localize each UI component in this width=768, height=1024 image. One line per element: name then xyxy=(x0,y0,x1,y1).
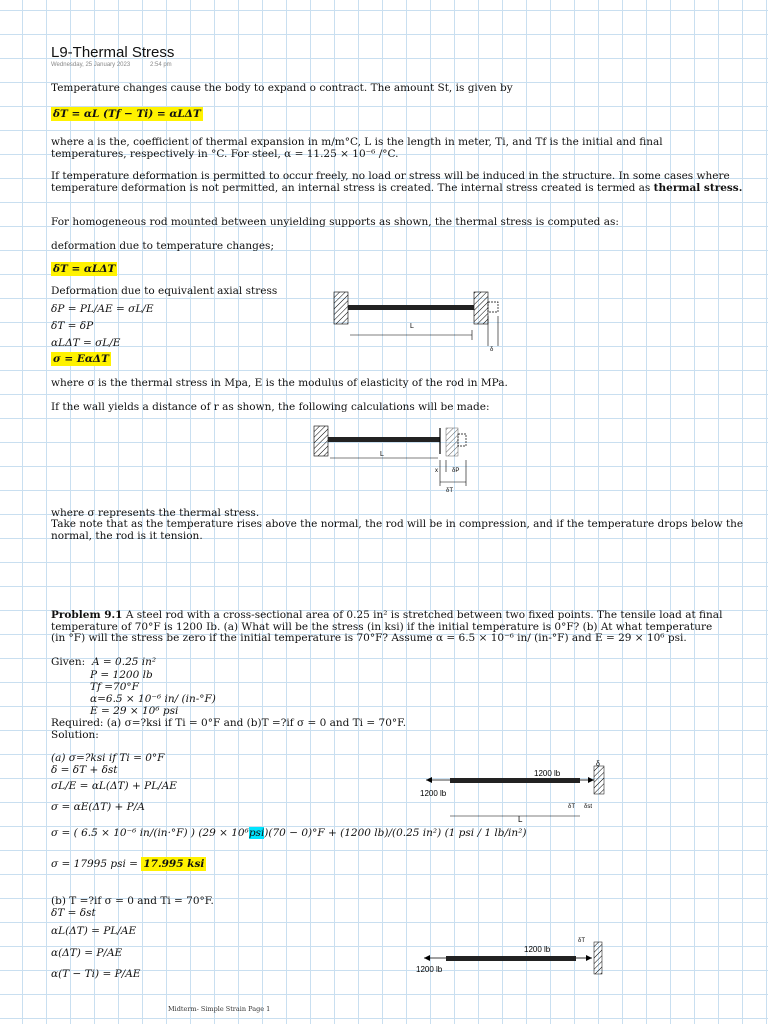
delta-label-2: δ xyxy=(596,761,600,768)
alpha-definition-1: where a is the, coefficient of thermal expansion in m/m°C, L is the length in meter, Ti, and Tf is the initial and final xyxy=(51,136,663,148)
load-right-label-2: 1200 lb xyxy=(524,945,551,954)
given-alpha: α=6.5 × 10⁻⁶ in/ (in-°F) xyxy=(90,693,216,705)
given-load: P = 1200 lb xyxy=(90,669,153,681)
equation-delta-t: δT = αLΔT xyxy=(53,263,116,275)
load-left-label: 1200 lb xyxy=(420,789,447,798)
equation-sigma: σ = EαΔT xyxy=(53,353,109,365)
take-note-2: normal, the rod is it tension. xyxy=(51,530,203,542)
equation-alt: αLΔT = σL/E xyxy=(51,337,121,349)
equation-equality: δT = δP xyxy=(51,320,94,332)
fixed-rod-figure xyxy=(330,290,505,352)
delta-t-label-3: δT xyxy=(578,938,586,944)
equation-delta-p: δP = PL/AE = σL/E xyxy=(51,303,154,315)
problem-line-1: Problem 9.1 A steel rod with a cross-sectional area of 0.25 in² is stretched between two fixed points. The tensile load at final xyxy=(51,609,723,621)
load-right-label: 1200 lb xyxy=(534,769,561,778)
delta-t-label-2: δT xyxy=(568,804,576,810)
free-deformation-2: temperature deformation is not permitted, an internal stress is created. The internal stress created is termed as thermal stress. xyxy=(51,182,743,194)
deformation-axial-label: Deformation due to equivalent axial stress xyxy=(51,285,278,297)
homogeneous-rod-text: For homogeneous rod mounted between unyielding supports as shown, the thermal stress is computed as: xyxy=(51,216,619,228)
solution-label: Solution: xyxy=(51,729,99,741)
given-modulus: E = 29 × 10⁶ psi xyxy=(90,705,179,717)
intro-text: Temperature changes cause the body to expand o contract. The amount St, is given by xyxy=(51,82,513,94)
part-a-line-1: δ = δT + δst xyxy=(51,764,118,776)
load-left-label-2: 1200 lb xyxy=(416,965,443,974)
problem-line-3: (in °F) will the stress be zero if the initial temperature is 70°F? Assume α = 6.5 × 10⁻⁶ in/ (in-°F) and E = 29 × 10⁶ psi. xyxy=(51,632,687,644)
delta-p-label: δP xyxy=(452,468,460,474)
given-area: A = 0.25 in² xyxy=(92,656,157,668)
length-label-3: L xyxy=(518,815,523,824)
sigma-definition: where σ is the thermal stress in Mpa, E is the modulus of elasticity of the rod in MPa. xyxy=(51,377,508,389)
part-b-line-2: αL(ΔT) = PL/AE xyxy=(51,925,137,937)
load-figure-a xyxy=(418,760,618,828)
part-b-line-4: α(T − Ti) = P/AE xyxy=(51,968,141,980)
free-deformation-1: If temperature deformation is permitted to occur freely, no load or stress will be induced in the structure. In some cases where xyxy=(51,170,730,182)
load-figure-b xyxy=(416,932,616,977)
deformation-temp-label: deformation due to temperature changes; xyxy=(51,240,274,252)
main-equation: δT = αL (Tf − Ti) = αLΔT xyxy=(53,108,201,120)
part-a-result: σ = 17995 psi = 17.995 ksi xyxy=(51,858,205,870)
part-b-line-1: δT = δst xyxy=(51,907,96,919)
wall-yields-text: If the wall yields a distance of r as shown, the following calculations will be made: xyxy=(51,401,490,413)
part-b-line-3: α(ΔT) = P/AE xyxy=(51,947,123,959)
page-time: 2:54 pm xyxy=(150,62,172,68)
sigma-represents: where σ represents the thermal stress. xyxy=(51,507,260,519)
take-note-1: Take note that as the temperature rises above the normal, the rod will be in compression, and if the temperature drops below the xyxy=(51,518,744,530)
part-a-line-3: σ = αE(ΔT) + P/A xyxy=(51,801,145,813)
part-a-line-4: σ = ( 6.5 × 10⁻⁶ in/(in·°F) ) (29 × 10⁶psi)(70 − 0)°F + (1200 lb)/(0.25 in²) (1 psi / 1 lb/in²) xyxy=(51,827,527,839)
part-a-question: (a) σ=?ksi if Ti = 0°F xyxy=(51,752,165,764)
given-tf: Tf =70°F xyxy=(90,681,139,693)
page-title: L9-Thermal Stress xyxy=(51,44,175,61)
delta-t-label: δT xyxy=(446,488,454,494)
page-footer: Midterm- Simple Strain Page 1 xyxy=(168,1005,271,1013)
length-label: L xyxy=(410,323,414,330)
required-text: Required: (a) σ=?ksi if Ti = 0°F and (b)T =?if σ = 0 and Ti = 70°F. xyxy=(51,717,407,729)
given-label: Given: xyxy=(51,656,86,668)
part-b-question: (b) T =?if σ = 0 and Ti = 70°F. xyxy=(51,895,214,907)
delta-st-label: δst xyxy=(584,804,593,810)
alpha-definition-2: temperatures, respectively in °C. For steel, α = 11.25 × 10⁻⁶ /°C. xyxy=(51,148,399,160)
problem-line-2: temperature of 70°F is 1200 Ib. (a) What will be the stress (in ksi) if the initial temperature is 0°F? (b) At what temperature xyxy=(51,621,713,633)
delta-label: δ xyxy=(490,347,494,352)
part-a-line-2: σL/E = αL(ΔT) + PL/AE xyxy=(51,780,177,792)
yielding-wall-figure xyxy=(310,424,480,494)
length-label-2: L xyxy=(380,451,384,458)
x-label: x xyxy=(435,468,438,474)
page-date: Wednesday, 25 January 2023 xyxy=(51,62,131,68)
